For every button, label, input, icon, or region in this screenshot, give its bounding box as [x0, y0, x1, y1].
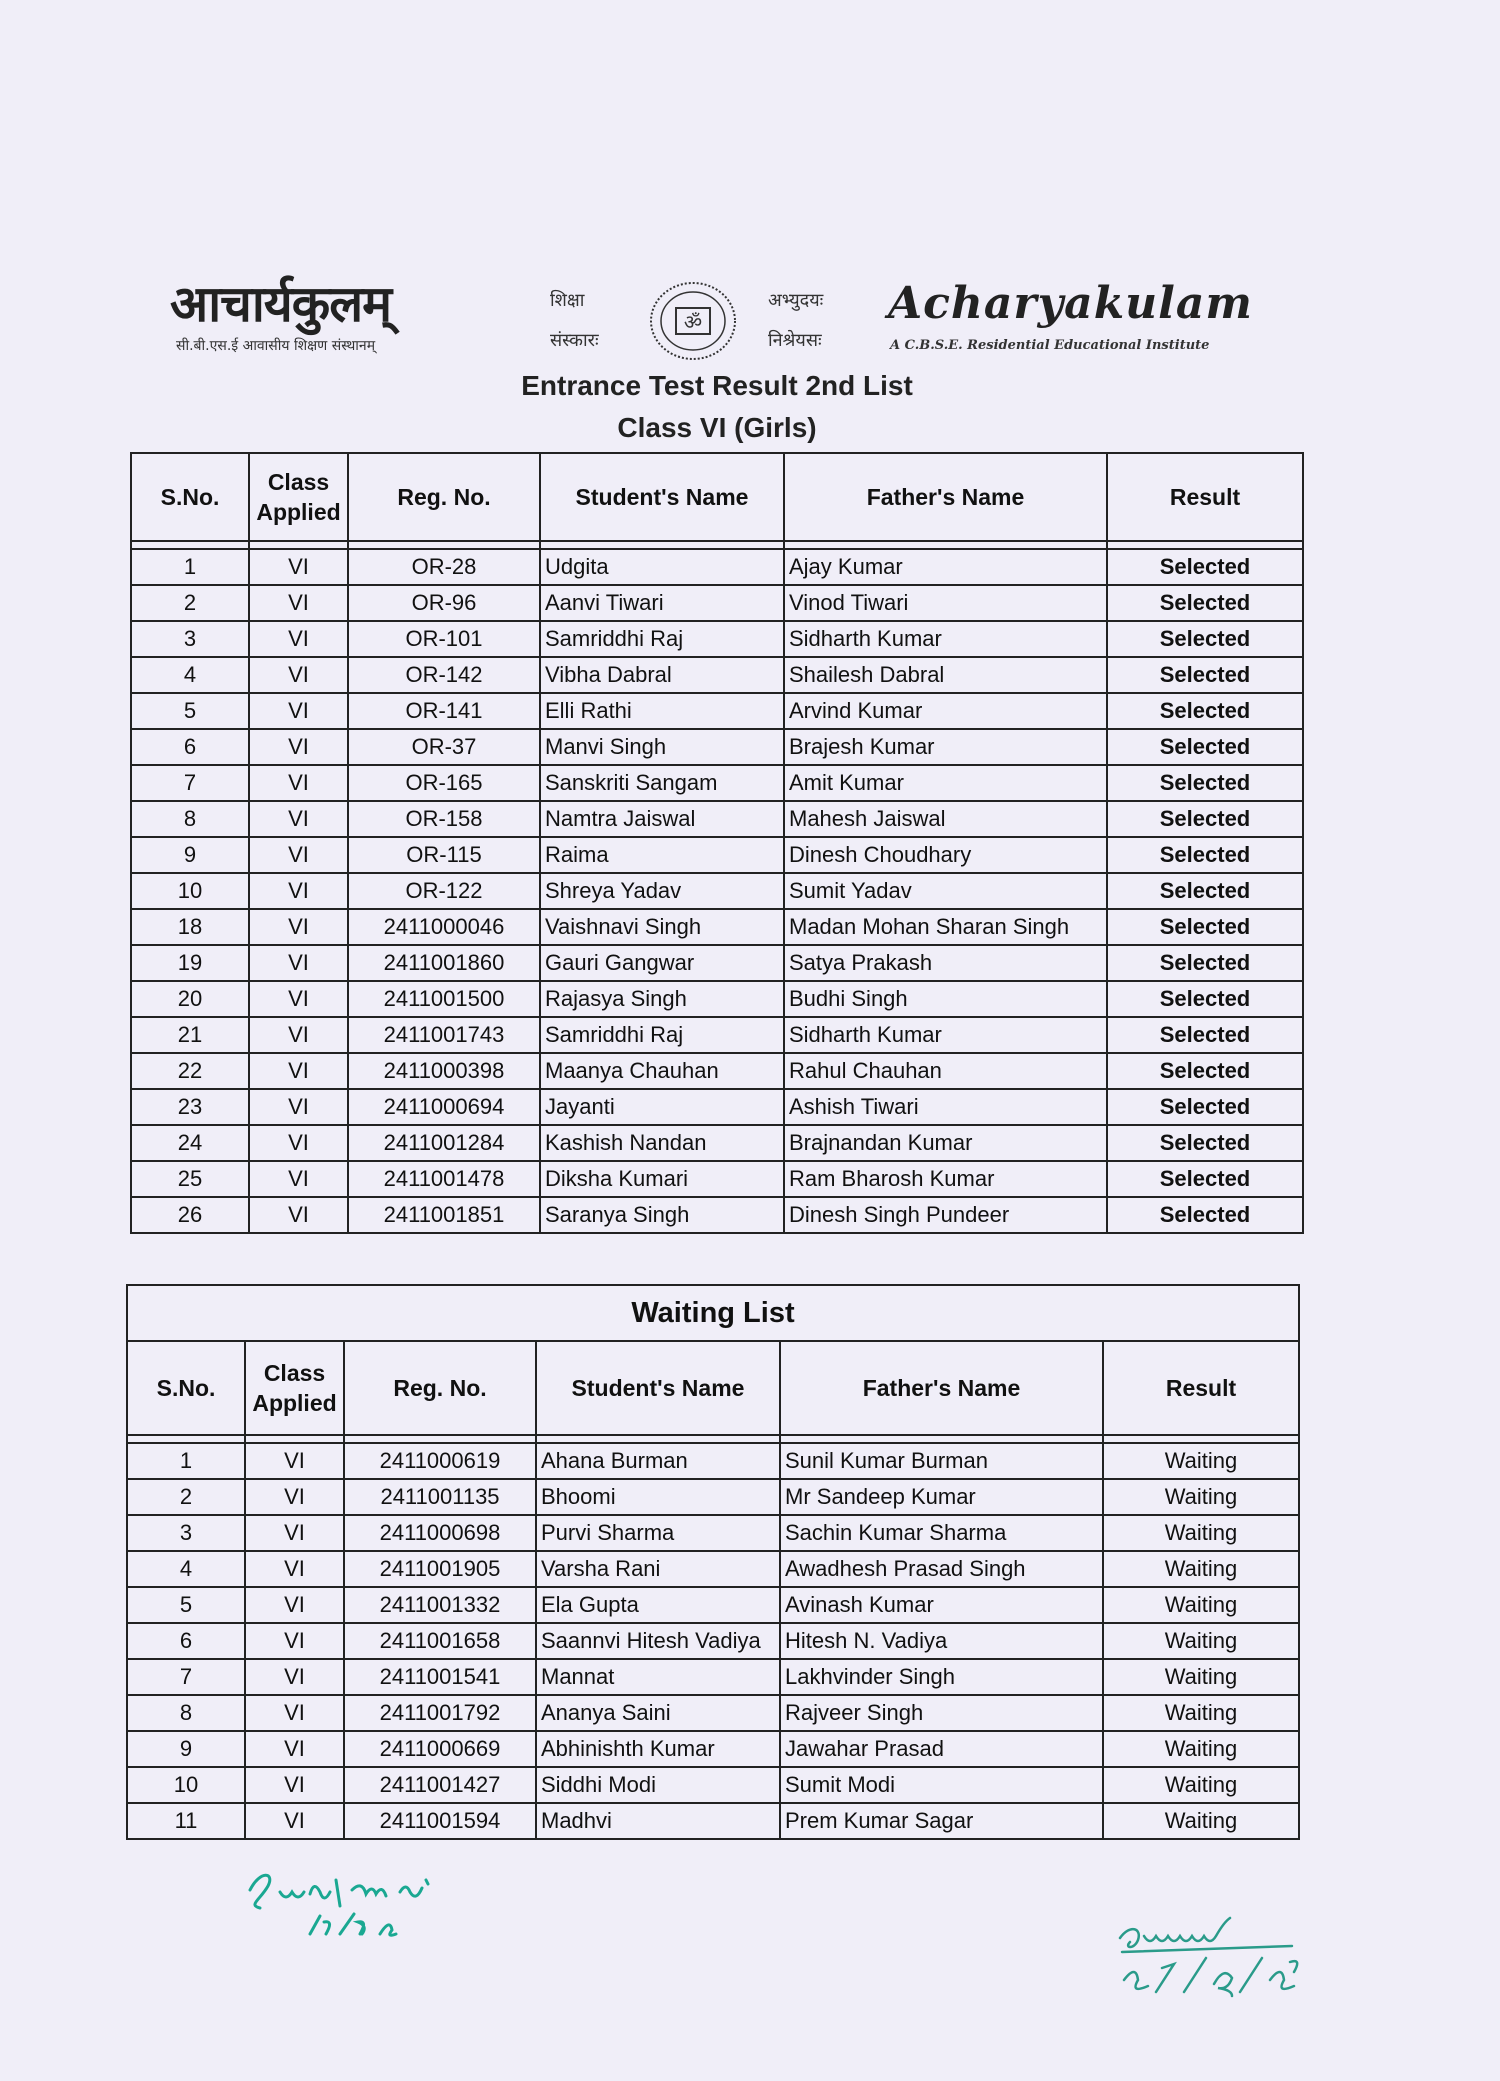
wl-col-result: Result	[1103, 1341, 1299, 1435]
waiting-list-table	[126, 1284, 1300, 1840]
cell-class: VI	[249, 1161, 348, 1197]
cell-student-name: Siddhi Modi	[536, 1767, 780, 1803]
cell-result: Selected	[1107, 909, 1303, 945]
col-class-line2: Applied	[256, 499, 341, 525]
cell-father-name: Jawahar Prasad	[780, 1731, 1103, 1767]
hindi-logo-title: आचार्यकुलम्	[170, 274, 391, 333]
cell-student-name: Abhinishth Kumar	[536, 1731, 780, 1767]
cell-class: VI	[245, 1803, 344, 1839]
selected-row	[131, 873, 1303, 909]
selected-row	[131, 621, 1303, 657]
cell-student-name: Vibha Dabral	[540, 657, 784, 693]
cell-student-name: Gauri Gangwar	[540, 945, 784, 981]
cell-result: Selected	[1107, 1197, 1303, 1233]
selected-row	[131, 585, 1303, 621]
cell-father-name: Ajay Kumar	[784, 549, 1107, 585]
cell-reg-no: 2411000398	[348, 1053, 540, 1089]
cell-result: Selected	[1107, 981, 1303, 1017]
wl-col-reg: Reg. No.	[344, 1341, 536, 1435]
selected-row	[131, 837, 1303, 873]
cell-student-name: Namtra Jaiswal	[540, 801, 784, 837]
cell-reg-no: OR-37	[348, 729, 540, 765]
cell-reg-no: 2411001427	[344, 1767, 536, 1803]
cell-result: Selected	[1107, 765, 1303, 801]
selected-row	[131, 945, 1303, 981]
cell-class: VI	[249, 1089, 348, 1125]
cell-sno: 1	[127, 1443, 245, 1479]
cell-reg-no: 2411001500	[348, 981, 540, 1017]
cell-student-name: Ananya Saini	[536, 1695, 780, 1731]
cell-class: VI	[249, 657, 348, 693]
cell-sno: 23	[131, 1089, 249, 1125]
cell-student-name: Aanvi Tiwari	[540, 585, 784, 621]
col-class-line1: Class	[267, 469, 330, 495]
col-sno: S.No.	[131, 453, 249, 541]
cell-student-name: Saranya Singh	[540, 1197, 784, 1233]
cell-reg-no: 2411000046	[348, 909, 540, 945]
cell-reg-no: 2411001478	[348, 1161, 540, 1197]
cell-father-name: Brajnandan Kumar	[784, 1125, 1107, 1161]
cell-student-name: Udgita	[540, 549, 784, 585]
cell-reg-no: 2411000694	[348, 1089, 540, 1125]
cell-result: Waiting	[1103, 1587, 1299, 1623]
cell-class: VI	[245, 1551, 344, 1587]
cell-result: Waiting	[1103, 1659, 1299, 1695]
cell-sno: 21	[131, 1017, 249, 1053]
cell-student-name: Jayanti	[540, 1089, 784, 1125]
cell-student-name: Bhoomi	[536, 1479, 780, 1515]
result-title: Entrance Test Result 2nd List	[521, 370, 913, 401]
cell-reg-no: OR-101	[348, 621, 540, 657]
cell-father-name: Rahul Chauhan	[784, 1053, 1107, 1089]
cell-class: VI	[249, 909, 348, 945]
cell-result: Selected	[1107, 729, 1303, 765]
cell-student-name: Mannat	[536, 1659, 780, 1695]
selected-results-table	[130, 452, 1304, 1234]
waiting-row	[127, 1659, 1299, 1695]
cell-reg-no: 2411001743	[348, 1017, 540, 1053]
cell-class: VI	[249, 1125, 348, 1161]
cell-reg-no: 2411001541	[344, 1659, 536, 1695]
cell-reg-no: 2411001594	[344, 1803, 536, 1839]
cell-sno: 19	[131, 945, 249, 981]
wl-col-class-line2: Applied	[252, 1390, 337, 1416]
cell-father-name: Mr Sandeep Kumar	[780, 1479, 1103, 1515]
cell-reg-no: 2411001860	[348, 945, 540, 981]
cell-class: VI	[249, 837, 348, 873]
cell-reg-no: OR-28	[348, 549, 540, 585]
cell-sno: 1	[131, 549, 249, 585]
cell-class: VI	[249, 1197, 348, 1233]
waiting-row	[127, 1479, 1299, 1515]
cell-reg-no: OR-158	[348, 801, 540, 837]
cell-sno: 9	[131, 837, 249, 873]
cell-sno: 8	[131, 801, 249, 837]
header-gap	[131, 541, 1303, 549]
selected-row	[131, 657, 1303, 693]
cell-result: Selected	[1107, 873, 1303, 909]
cell-father-name: Shailesh Dabral	[784, 657, 1107, 693]
cell-result: Selected	[1107, 1161, 1303, 1197]
cell-reg-no: OR-165	[348, 765, 540, 801]
selected-row	[131, 1125, 1303, 1161]
cell-class: VI	[245, 1515, 344, 1551]
cell-student-name: Elli Rathi	[540, 693, 784, 729]
cell-student-name: Diksha Kumari	[540, 1161, 784, 1197]
cell-result: Waiting	[1103, 1551, 1299, 1587]
waiting-row	[127, 1695, 1299, 1731]
english-logo-subtitle: A C.B.S.E. Residential Educational Institute	[890, 338, 1210, 353]
cell-class: VI	[245, 1479, 344, 1515]
selected-row	[131, 801, 1303, 837]
cell-father-name: Brajesh Kumar	[784, 729, 1107, 765]
motto-word-3: अभ्युदयः	[768, 290, 824, 311]
waiting-row	[127, 1731, 1299, 1767]
cell-class: VI	[249, 873, 348, 909]
cell-sno: 26	[131, 1197, 249, 1233]
cell-father-name: Budhi Singh	[784, 981, 1107, 1017]
selected-row	[131, 729, 1303, 765]
cell-result: Selected	[1107, 585, 1303, 621]
waiting-row	[127, 1443, 1299, 1479]
cell-sno: 25	[131, 1161, 249, 1197]
cell-class: VI	[249, 981, 348, 1017]
selected-row	[131, 549, 1303, 585]
waiting-row	[127, 1803, 1299, 1839]
motto-word-2: संस्कारः	[550, 330, 599, 351]
cell-result: Waiting	[1103, 1695, 1299, 1731]
cell-sno: 24	[131, 1125, 249, 1161]
cell-reg-no: 2411001792	[344, 1695, 536, 1731]
cell-class: VI	[249, 1017, 348, 1053]
cell-sno: 10	[127, 1767, 245, 1803]
om-emblem-icon	[648, 280, 738, 362]
cell-class: VI	[245, 1731, 344, 1767]
hindi-logo-subtitle: सी.बी.एस.ई आवासीय शिक्षण संस्थानम्	[176, 338, 376, 354]
cell-reg-no: 2411001905	[344, 1551, 536, 1587]
col-reg: Reg. No.	[348, 453, 540, 541]
cell-father-name: Dinesh Choudhary	[784, 837, 1107, 873]
cell-class: VI	[245, 1443, 344, 1479]
class-title: Class VI (Girls)	[617, 412, 817, 443]
english-logo-title: Acharyakulam	[888, 278, 1253, 329]
selected-row	[131, 1053, 1303, 1089]
cell-sno: 7	[127, 1659, 245, 1695]
cell-sno: 2	[131, 585, 249, 621]
cell-reg-no: 2411001658	[344, 1623, 536, 1659]
cell-reg-no: OR-96	[348, 585, 540, 621]
selected-row	[131, 909, 1303, 945]
cell-father-name: Sumit Yadav	[784, 873, 1107, 909]
cell-father-name: Sidharth Kumar	[784, 621, 1107, 657]
cell-class: VI	[249, 621, 348, 657]
wl-header-gap	[127, 1435, 1299, 1443]
cell-father-name: Sumit Modi	[780, 1767, 1103, 1803]
col-father: Father's Name	[784, 453, 1107, 541]
signature-left-handwritten	[240, 1850, 460, 1950]
cell-class: VI	[249, 693, 348, 729]
selected-row	[131, 693, 1303, 729]
cell-reg-no: 2411000619	[344, 1443, 536, 1479]
cell-reg-no: 2411000698	[344, 1515, 536, 1551]
cell-result: Waiting	[1103, 1767, 1299, 1803]
cell-reg-no: 2411001135	[344, 1479, 536, 1515]
cell-class: VI	[245, 1587, 344, 1623]
cell-student-name: Samriddhi Raj	[540, 621, 784, 657]
cell-father-name: Sachin Kumar Sharma	[780, 1515, 1103, 1551]
cell-sno: 7	[131, 765, 249, 801]
cell-student-name: Vaishnavi Singh	[540, 909, 784, 945]
cell-result: Waiting	[1103, 1623, 1299, 1659]
cell-father-name: Dinesh Singh Pundeer	[784, 1197, 1107, 1233]
wl-col-father: Father's Name	[780, 1341, 1103, 1435]
cell-reg-no: OR-142	[348, 657, 540, 693]
cell-sno: 10	[131, 873, 249, 909]
selected-row	[131, 1197, 1303, 1233]
wl-col-class	[245, 1341, 344, 1435]
cell-father-name: Ashish Tiwari	[784, 1089, 1107, 1125]
cell-student-name: Varsha Rani	[536, 1551, 780, 1587]
selected-row	[131, 1017, 1303, 1053]
cell-student-name: Madhvi	[536, 1803, 780, 1839]
cell-father-name: Avinash Kumar	[780, 1587, 1103, 1623]
waiting-row	[127, 1587, 1299, 1623]
cell-class: VI	[245, 1623, 344, 1659]
cell-sno: 6	[131, 729, 249, 765]
cell-father-name: Prem Kumar Sagar	[780, 1803, 1103, 1839]
cell-student-name: Kashish Nandan	[540, 1125, 784, 1161]
waiting-rows	[127, 1443, 1299, 1839]
cell-result: Waiting	[1103, 1515, 1299, 1551]
cell-sno: 8	[127, 1695, 245, 1731]
cell-result: Waiting	[1103, 1479, 1299, 1515]
cell-father-name: Amit Kumar	[784, 765, 1107, 801]
selected-row	[131, 981, 1303, 1017]
waiting-list-title: Waiting List	[127, 1285, 1299, 1341]
cell-class: VI	[249, 945, 348, 981]
cell-student-name: Saannvi Hitesh Vadiya	[536, 1623, 780, 1659]
cell-reg-no: OR-122	[348, 873, 540, 909]
selected-rows	[131, 549, 1303, 1233]
cell-student-name: Purvi Sharma	[536, 1515, 780, 1551]
cell-class: VI	[245, 1659, 344, 1695]
cell-father-name: Arvind Kumar	[784, 693, 1107, 729]
cell-result: Waiting	[1103, 1731, 1299, 1767]
cell-class: VI	[249, 765, 348, 801]
cell-sno: 5	[131, 693, 249, 729]
cell-father-name: Awadhesh Prasad Singh	[780, 1551, 1103, 1587]
cell-result: Selected	[1107, 945, 1303, 981]
cell-result: Selected	[1107, 549, 1303, 585]
cell-result: Selected	[1107, 657, 1303, 693]
waiting-row	[127, 1515, 1299, 1551]
cell-result: Waiting	[1103, 1443, 1299, 1479]
cell-result: Selected	[1107, 1017, 1303, 1053]
cell-father-name: Lakhvinder Singh	[780, 1659, 1103, 1695]
cell-result: Waiting	[1103, 1803, 1299, 1839]
cell-father-name: Sidharth Kumar	[784, 1017, 1107, 1053]
cell-sno: 2	[127, 1479, 245, 1515]
cell-reg-no: OR-141	[348, 693, 540, 729]
cell-sno: 4	[131, 657, 249, 693]
cell-class: VI	[249, 549, 348, 585]
cell-father-name: Hitesh N. Vadiya	[780, 1623, 1103, 1659]
cell-reg-no: OR-115	[348, 837, 540, 873]
cell-sno: 22	[131, 1053, 249, 1089]
cell-result: Selected	[1107, 621, 1303, 657]
cell-result: Selected	[1107, 1053, 1303, 1089]
cell-result: Selected	[1107, 837, 1303, 873]
waiting-row	[127, 1551, 1299, 1587]
cell-student-name: Sanskriti Sangam	[540, 765, 784, 801]
cell-sno: 4	[127, 1551, 245, 1587]
institution-header	[170, 268, 1260, 368]
cell-class: VI	[245, 1767, 344, 1803]
selected-row	[131, 1161, 1303, 1197]
cell-father-name: Sunil Kumar Burman	[780, 1443, 1103, 1479]
cell-student-name: Samriddhi Raj	[540, 1017, 784, 1053]
cell-sno: 20	[131, 981, 249, 1017]
cell-sno: 9	[127, 1731, 245, 1767]
cell-father-name: Satya Prakash	[784, 945, 1107, 981]
cell-sno: 6	[127, 1623, 245, 1659]
cell-sno: 3	[127, 1515, 245, 1551]
cell-result: Selected	[1107, 1089, 1303, 1125]
signature-right-handwritten	[1110, 1900, 1310, 2010]
cell-class: VI	[245, 1695, 344, 1731]
cell-father-name: Rajveer Singh	[780, 1695, 1103, 1731]
cell-result: Selected	[1107, 693, 1303, 729]
cell-sno: 11	[127, 1803, 245, 1839]
svg-text:ॐ: ॐ	[683, 310, 703, 334]
cell-class: VI	[249, 801, 348, 837]
cell-reg-no: 2411000669	[344, 1731, 536, 1767]
cell-father-name: Ram Bharosh Kumar	[784, 1161, 1107, 1197]
selected-row	[131, 765, 1303, 801]
cell-sno: 5	[127, 1587, 245, 1623]
cell-father-name: Mahesh Jaiswal	[784, 801, 1107, 837]
cell-student-name: Shreya Yadav	[540, 873, 784, 909]
wl-col-student: Student's Name	[536, 1341, 780, 1435]
cell-student-name: Raima	[540, 837, 784, 873]
cell-student-name: Ela Gupta	[536, 1587, 780, 1623]
cell-reg-no: 2411001332	[344, 1587, 536, 1623]
cell-student-name: Maanya Chauhan	[540, 1053, 784, 1089]
cell-sno: 18	[131, 909, 249, 945]
cell-class: VI	[249, 585, 348, 621]
col-class	[249, 453, 348, 541]
col-student: Student's Name	[540, 453, 784, 541]
cell-sno: 3	[131, 621, 249, 657]
wl-col-class-line1: Class	[263, 1360, 326, 1386]
cell-father-name: Vinod Tiwari	[784, 585, 1107, 621]
cell-reg-no: 2411001284	[348, 1125, 540, 1161]
cell-class: VI	[249, 1053, 348, 1089]
cell-student-name: Ahana Burman	[536, 1443, 780, 1479]
cell-reg-no: 2411001851	[348, 1197, 540, 1233]
waiting-row	[127, 1767, 1299, 1803]
col-result: Result	[1107, 453, 1303, 541]
wl-col-sno: S.No.	[127, 1341, 245, 1435]
cell-class: VI	[249, 729, 348, 765]
motto-word-4: निश्रेयसः	[768, 330, 822, 351]
cell-father-name: Madan Mohan Sharan Singh	[784, 909, 1107, 945]
waiting-row	[127, 1623, 1299, 1659]
cell-student-name: Rajasya Singh	[540, 981, 784, 1017]
cell-result: Selected	[1107, 1125, 1303, 1161]
cell-student-name: Manvi Singh	[540, 729, 784, 765]
cell-result: Selected	[1107, 801, 1303, 837]
motto-word-1: शिक्षा	[550, 290, 585, 311]
selected-row	[131, 1089, 1303, 1125]
